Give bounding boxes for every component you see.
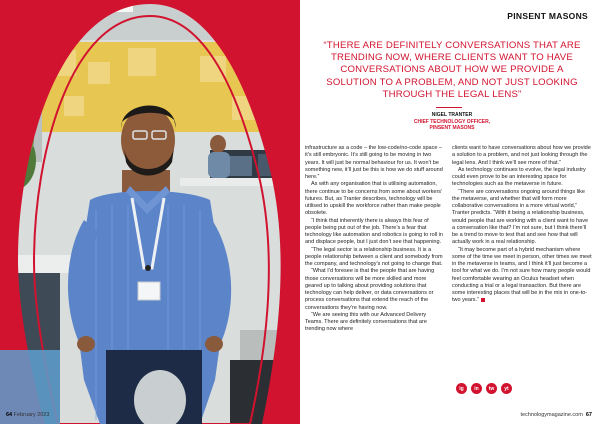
paragraph: “We are seeing this with our Advanced Delivery Teams. There are definitely conversations that are trending now where [305,311,427,333]
paragraph: infrastructure as a code – the low-code/no-code space – it’s still embryonic. It’s still going to be moving in two years. It will just be normal behaviour for us. It won’t be something new, it’ll just be this is how we do stuff around here.” [305,145,443,180]
article-column-1 [305,145,445,334]
attribution-name: NIGEL TRANTER [431,112,473,118]
brand-name: PINSENT MASONS [507,11,588,21]
social-links [456,383,512,394]
left-page-number: 64 [6,412,13,418]
attribution-role: CHIEF TECHNOLOGY OFFICER, [413,118,491,125]
instagram-icon[interactable]: ig [456,383,467,394]
right-folio [520,412,592,418]
pull-quote: “THERE ARE DEFINITELY CONVERSATIONS THAT ARE TRENDING NOW, WHERE CLIENTS WANT TO HAVE CONVERSATIONS ABOUT HOW WE PROVIDE A SOLUTION TO A PROBLEM, AND NOT JUST LOOKING THROUGH THE LEGAL LENS” [323,40,581,100]
youtube-icon[interactable]: yt [501,383,512,394]
left-folio [6,412,49,418]
linkedin-icon[interactable]: in [471,383,482,394]
quote-divider [436,107,462,108]
paragraph: “The legal sector is a relationship business. It is a people relationship between a client and somebody from the company, and technology’s not going to change that. [305,246,443,267]
left-issue-date: February 2023 [13,412,50,418]
paragraph-text: “It may become part of a hybrid mechanism where some of the time we meet in person, other times we meet in the metaverse in teams, and I think it’ll just become a tool for what we do. I’m not sure how many people would feel comfortable wearing an Oculus headset when conducting a trial or a legal transaction. But there are some interesting places that will be in the mix in one-to-two years.” [452,246,592,304]
article-column-2 [452,145,592,305]
paragraph: clients want to have conversations about how we provide a solution to a problem, and not just looking through the legal lens. And I think we’ll see more of that.” [452,145,591,166]
right-site: technologymagazine.com [520,412,583,418]
paragraph [452,247,592,305]
twitter-icon[interactable]: tw [486,383,497,394]
end-mark-icon [481,298,485,302]
paragraph: As technology continues to evolve, the legal industry could even prove to be an interesting space for technologies such as the metaverse in future. [452,166,586,188]
paragraph: “I think that inherently there is always this fear of people being put out of the job. There’s a fear that technology like automation and robotics is going to roll in and displace people, but I just don’t see that happening. [305,217,443,246]
attribution-company: PINSENT MASONS [429,125,475,131]
right-page-number: 67 [585,412,592,418]
quote-attribution [318,112,586,132]
paragraph: “What I’d foresee is that the people that are having those conversations will be more skilled and more geared up to talking about providing solutions that technology can help deliver, or data conversations or process conversations that extend the reach of the conversations they’re having now. [305,268,435,311]
paragraph: “There are conversations ongoing around things like the metaverse, and whether that will form more collaborative conversations in a more virtual world,” Tranter predicts. “With it being a relationship business, would people that are working with a client want to have a conversation like that? I’m not sure, but I think there’ll be a trend to move to test that and see how that will actually work in a real relationship. [452,188,589,246]
paragraph: As with any organisation that is utilising automation, there continue to be concerns from some about workers’ futures. But, as Tranter describes, technology will be utilised to upskill the workforce rather than make people obsolete. [305,181,443,217]
